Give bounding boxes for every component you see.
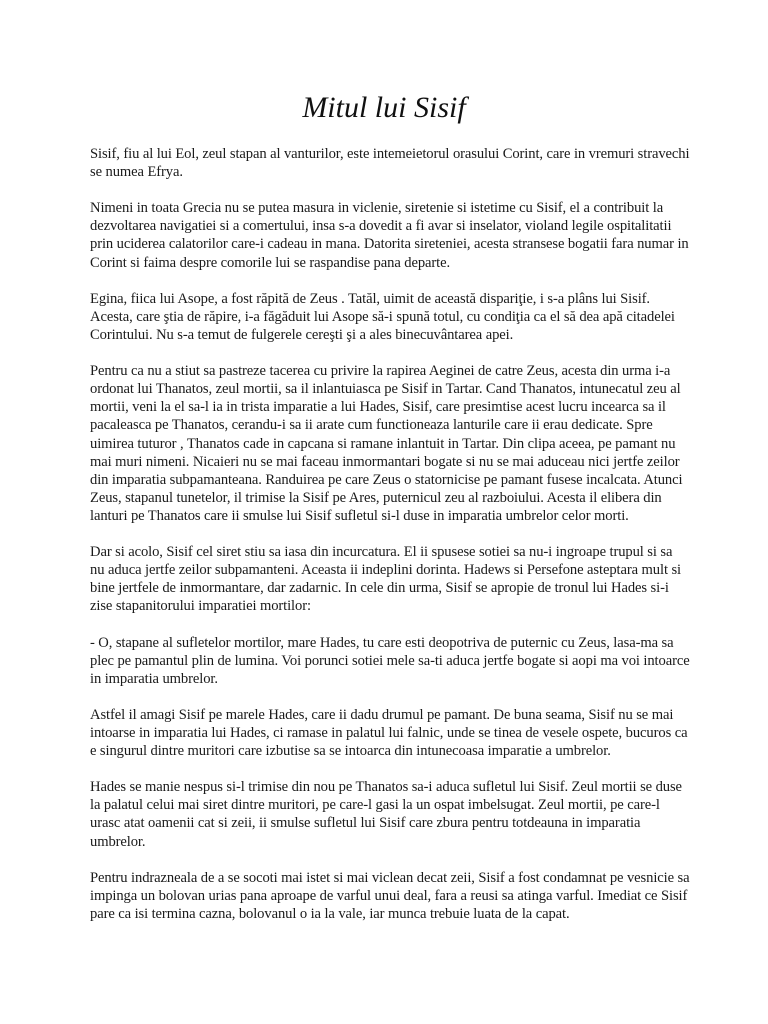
paragraph-2: Nimeni in toata Grecia nu se putea masura in viclenie, siretenie si istetime cu Sisif, el a contribuit la dezvoltarea navigatiei si a comertului, insa s-a dovedit a fi avar si inselator, violand legile ospitalitatii prin uciderea calatorilor care-i cadeau in mana. Datorita sireteniei, acesta stransese bogatii fara numar in Corint si faima despre comorile lui se raspandise pana departe.: [90, 200, 689, 271]
paragraph-4: Pentru ca nu a stiut sa pastreze tacerea cu privire la rapirea Aeginei de catre Zeus, acesta din urma i-a ordonat lui Thanatos, zeul mortii, sa il inlantuiasca pe Sisif in Tartar. Cand Thanatos, intunecatul zeu al mortii, veni la el sa-l ia in trista imparatie a lui Hades, Sisif, care presimtise acest lucru incearca sa il pacaleasca pe Thanatos, cerandu-i sa ii arate cum functioneaza lanturile care ii erau dedicate. Spre uimirea tuturor , Thanatos cade in capcana si ramane inlantuit in Tartar. Din clipa aceea, pe pamant nu mai muri nimeni. Nicaieri nu se mai faceau inmormantari bogate si nu se mai aduceau nici jertfe zeilor din imparatia subpamanteana. Randuirea pe care Zeus o statornicise pe pamant fusese incalcata. Atunci Zeus, stapanul tunetelor, il trimise la Sisif pe Ares, puternicul zeu al razboiului. Acesta il elibera din lanturi pe Thanatos care ii smulse lui Sisif sufletul si-l duse in imparatia umbrelor celor morti.: [90, 363, 683, 524]
paragraph-6: - O, stapane al sufletelor mortilor, mare Hades, tu care esti deopotriva de puternic cu Zeus, lasa-ma sa plec pe pamantul plin de lumina. Voi porunci sotiei mele sa-ti aduca jertfe bogate si aopi ma voi intoarce in imparatia umbrelor.: [90, 634, 690, 687]
paragraph-8: Hades se manie nespus si-l trimise din nou pe Thanatos sa-i aduca sufletul lui Sisif. Zeul mortii se duse la palatul celui mai siret dintre muritori, pe care-l gasi la un ospat imbelsugat. Zeul mortii, pe care-l urasc atat oamenii cat si zeii, ii smulse sufletul lui Sisif care zbura pentru totdeauna in imparatia umbrelor.: [90, 779, 682, 850]
paragraph-3: Egina, fiica lui Asope, a fost răpită de Zeus . Tatăl, uimit de această dispariţie, i s-a plâns lui Sisif. Acesta, care ştia de răpire, i-a făgăduit lui Asope să-i spună totul, cu condiţia ca el să dea apă citadelei Corintului. Nu s-a temut de fulgerele cereşti şi a ales binecuvântarea apei.: [90, 290, 675, 343]
paragraph-9: Pentru indrazneala de a se socoti mai istet si mai viclean decat zeii, Sisif a fost condamnat pe vesnicie sa impinga un bolovan urias pana aproape de varful unui deal, fara a reusi sa atinga varful. Imediat ce Sisif pare ca isi termina cazna, bolovanul o ia la vale, iar munca trebuie luata de la capat.: [90, 869, 690, 922]
document-body: [90, 145, 690, 941]
paragraph-5: Dar si acolo, Sisif cel siret stiu sa iasa din incurcatura. El ii spusese sotiei sa nu-i ingroape trupul si sa nu aduca jertfe zeilor subpamanteni. Aceasta ii indeplini dorinta. Hadews si Persefone asteptara mult si bine jertfele de inmormantare, dar zadarnic. In cele din urma, Sisif se apropie de tronul lui Hades si-i zise stapanitorului imparatiei mortilor:: [90, 544, 681, 615]
document-title: Mitul lui Sisif: [302, 91, 466, 124]
paragraph-1: Sisif, fiu al lui Eol, zeul stapan al vanturilor, este intemeietorul orasului Corint, care in vremuri stravechi se numea Efrya.: [90, 146, 690, 181]
paragraph-7: Astfel il amagi Sisif pe marele Hades, care ii dadu drumul pe pamant. De buna seama, Sisif nu se mai intoarse in imparatia lui Hades, ci ramase in palatul lui falnic, unde se tinea de vesele ospete, bucuros ca e singurul dintre muritori care izbutise sa se intoarca din intunecoasa imparatie a umbrelor.: [90, 706, 688, 760]
